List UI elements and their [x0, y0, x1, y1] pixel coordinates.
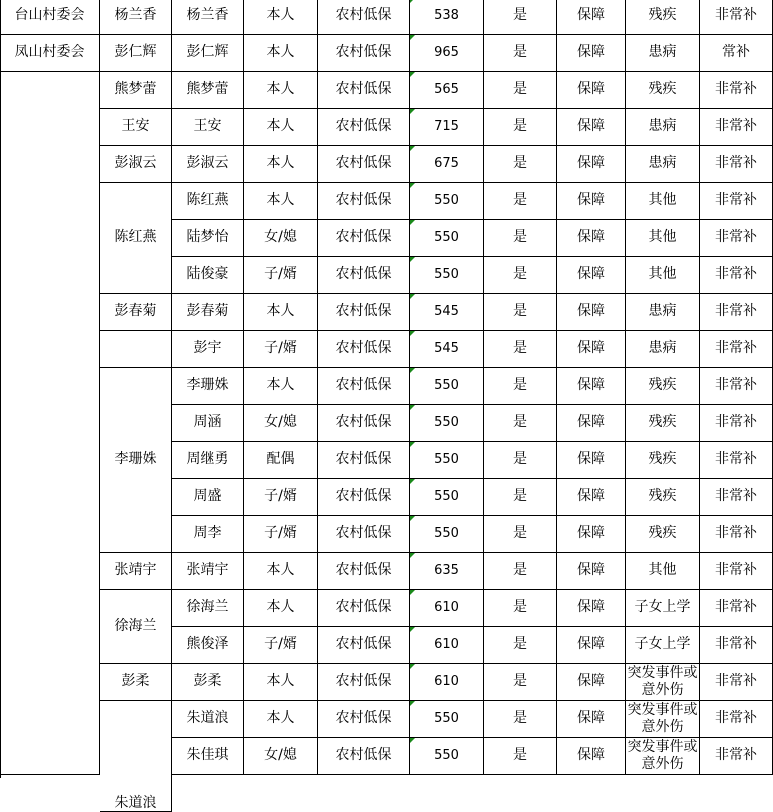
- subsidy-type-cell[interactable]: 非常补: [700, 331, 773, 368]
- reason-cell[interactable]: 其他: [626, 220, 700, 257]
- assist-type-cell[interactable]: 农村低保: [318, 146, 410, 183]
- relation-cell[interactable]: 本人: [244, 35, 318, 72]
- flag-cell[interactable]: 是: [484, 627, 557, 664]
- member-name-cell[interactable]: 周盛: [172, 479, 244, 516]
- number-format-marker: [410, 479, 415, 484]
- member-name-cell[interactable]: 彭宇: [172, 331, 244, 368]
- category-cell[interactable]: 保障: [557, 590, 626, 627]
- reason-cell[interactable]: 突发事件或意外伤: [626, 738, 700, 775]
- relation-cell[interactable]: 本人: [244, 701, 318, 738]
- reason-cell[interactable]: 子女上学: [626, 627, 700, 664]
- grid-left-border: [0, 0, 1, 778]
- member-name-cell[interactable]: 朱道浪: [172, 701, 244, 738]
- number-format-marker: [410, 738, 415, 743]
- amount-cell[interactable]: 545: [410, 331, 484, 368]
- reason-cell[interactable]: 突发事件或意外伤: [626, 664, 700, 701]
- amount-cell[interactable]: 550: [410, 183, 484, 220]
- flag-cell[interactable]: 是: [484, 331, 557, 368]
- flag-cell[interactable]: 是: [484, 72, 557, 109]
- category-cell[interactable]: 保障: [557, 368, 626, 405]
- village-cell[interactable]: 凤山村委会: [0, 35, 100, 72]
- amount-cell[interactable]: 965: [410, 35, 484, 72]
- number-format-marker: [410, 627, 415, 632]
- head-name-cell[interactable]: 徐海兰: [100, 590, 172, 664]
- relation-cell[interactable]: 本人: [244, 553, 318, 590]
- number-format-marker: [410, 553, 415, 558]
- number-format-marker: [410, 664, 415, 669]
- amount-cell[interactable]: 550: [410, 701, 484, 738]
- reason-cell[interactable]: 患病: [626, 109, 700, 146]
- amount-cell[interactable]: 610: [410, 664, 484, 701]
- assist-type-cell[interactable]: 农村低保: [318, 590, 410, 627]
- subsidy-type-cell[interactable]: 非常补: [700, 590, 773, 627]
- amount-cell[interactable]: 550: [410, 257, 484, 294]
- assist-type-cell[interactable]: 农村低保: [318, 442, 410, 479]
- category-cell[interactable]: 保障: [557, 738, 626, 775]
- category-cell[interactable]: 保障: [557, 701, 626, 738]
- reason-cell[interactable]: 患病: [626, 294, 700, 331]
- amount-cell[interactable]: 538: [410, 0, 484, 35]
- subsidy-type-cell[interactable]: 非常补: [700, 516, 773, 553]
- number-format-marker: [410, 257, 415, 262]
- reason-cell[interactable]: 残疾: [626, 479, 700, 516]
- member-name-cell[interactable]: 彭淑云: [172, 146, 244, 183]
- assist-type-cell[interactable]: 农村低保: [318, 479, 410, 516]
- flag-cell[interactable]: 是: [484, 146, 557, 183]
- amount-cell[interactable]: 715: [410, 109, 484, 146]
- assist-type-cell[interactable]: 农村低保: [318, 553, 410, 590]
- assist-type-cell[interactable]: 农村低保: [318, 294, 410, 331]
- relation-cell[interactable]: 子/婿: [244, 516, 318, 553]
- amount-cell[interactable]: 550: [410, 442, 484, 479]
- member-name-cell[interactable]: 王安: [172, 109, 244, 146]
- relation-cell[interactable]: 女/媳: [244, 405, 318, 442]
- relation-cell[interactable]: 女/媳: [244, 220, 318, 257]
- subsidy-type-cell[interactable]: 非常补: [700, 479, 773, 516]
- relation-cell[interactable]: 本人: [244, 0, 318, 35]
- number-format-marker: [410, 72, 415, 77]
- category-cell[interactable]: 保障: [557, 183, 626, 220]
- member-name-cell[interactable]: 熊梦蕾: [172, 72, 244, 109]
- amount-cell[interactable]: 610: [410, 627, 484, 664]
- subsidy-type-cell[interactable]: 非常补: [700, 627, 773, 664]
- assist-type-cell[interactable]: 农村低保: [318, 516, 410, 553]
- relation-cell[interactable]: 子/婿: [244, 627, 318, 664]
- flag-cell[interactable]: 是: [484, 294, 557, 331]
- relation-cell[interactable]: 配偶: [244, 442, 318, 479]
- reason-cell[interactable]: 其他: [626, 553, 700, 590]
- head-name-cell[interactable]: 朱道浪: [100, 701, 172, 812]
- number-format-marker: [410, 109, 415, 114]
- member-name-cell[interactable]: 张靖宇: [172, 553, 244, 590]
- subsidy-type-cell[interactable]: 非常补: [700, 146, 773, 183]
- relation-cell[interactable]: 女/媳: [244, 738, 318, 775]
- subsidy-type-cell[interactable]: 非常补: [700, 220, 773, 257]
- flag-cell[interactable]: 是: [484, 664, 557, 701]
- assist-type-cell[interactable]: 农村低保: [318, 331, 410, 368]
- number-format-marker: [410, 220, 415, 225]
- member-name-cell[interactable]: 熊俊泽: [172, 627, 244, 664]
- reason-cell[interactable]: 突发事件或意外伤: [626, 701, 700, 738]
- member-name-cell[interactable]: 彭仁辉: [172, 35, 244, 72]
- flag-cell[interactable]: 是: [484, 35, 557, 72]
- assist-type-cell[interactable]: 农村低保: [318, 257, 410, 294]
- flag-cell[interactable]: 是: [484, 405, 557, 442]
- flag-cell[interactable]: 是: [484, 0, 557, 35]
- category-cell[interactable]: 保障: [557, 664, 626, 701]
- head-name-cell[interactable]: 张靖宇: [100, 553, 172, 590]
- flag-cell[interactable]: 是: [484, 479, 557, 516]
- category-cell[interactable]: 保障: [557, 331, 626, 368]
- flag-cell[interactable]: 是: [484, 368, 557, 405]
- member-name-cell[interactable]: 陆俊豪: [172, 257, 244, 294]
- category-cell[interactable]: 保障: [557, 294, 626, 331]
- flag-cell[interactable]: 是: [484, 257, 557, 294]
- flag-cell[interactable]: 是: [484, 701, 557, 738]
- category-cell[interactable]: 保障: [557, 146, 626, 183]
- assist-type-cell[interactable]: 农村低保: [318, 109, 410, 146]
- member-name-cell[interactable]: 彭春菊: [172, 294, 244, 331]
- subsidy-type-cell[interactable]: 非常补: [700, 368, 773, 405]
- subsidy-type-cell[interactable]: 非常补: [700, 664, 773, 701]
- relation-cell[interactable]: 本人: [244, 368, 318, 405]
- category-cell[interactable]: 保障: [557, 627, 626, 664]
- relation-cell[interactable]: 本人: [244, 664, 318, 701]
- member-name-cell[interactable]: 陆梦怡: [172, 220, 244, 257]
- reason-cell[interactable]: 其他: [626, 183, 700, 220]
- head-name-cell[interactable]: 杨兰香: [100, 0, 172, 35]
- assist-type-cell[interactable]: 农村低保: [318, 368, 410, 405]
- number-format-marker: [410, 516, 415, 521]
- village-cell[interactable]: 台山村委会: [0, 0, 100, 35]
- number-format-marker: [410, 405, 415, 410]
- member-name-cell[interactable]: 彭柔: [172, 664, 244, 701]
- subsidy-type-cell[interactable]: 非常补: [700, 405, 773, 442]
- reason-cell[interactable]: 残疾: [626, 516, 700, 553]
- flag-cell[interactable]: 是: [484, 442, 557, 479]
- amount-cell[interactable]: 550: [410, 479, 484, 516]
- member-name-cell[interactable]: 杨兰香: [172, 0, 244, 35]
- head-name-cell[interactable]: 王安: [100, 109, 172, 146]
- category-cell[interactable]: 保障: [557, 257, 626, 294]
- category-cell[interactable]: 保障: [557, 442, 626, 479]
- flag-cell[interactable]: 是: [484, 516, 557, 553]
- amount-cell[interactable]: 550: [410, 220, 484, 257]
- amount-cell[interactable]: 550: [410, 738, 484, 775]
- subsidy-type-cell[interactable]: 非常补: [700, 183, 773, 220]
- flag-cell[interactable]: 是: [484, 590, 557, 627]
- subsidy-type-cell[interactable]: 常补: [700, 35, 773, 72]
- number-format-marker: [410, 146, 415, 151]
- category-cell[interactable]: 保障: [557, 479, 626, 516]
- number-format-marker: [410, 331, 415, 336]
- assist-type-cell[interactable]: 农村低保: [318, 0, 410, 35]
- amount-cell[interactable]: 565: [410, 72, 484, 109]
- head-name-cell[interactable]: 彭春菊: [100, 294, 172, 331]
- member-name-cell[interactable]: 徐海兰: [172, 590, 244, 627]
- reason-cell[interactable]: 其他: [626, 257, 700, 294]
- number-format-marker: [410, 35, 415, 40]
- category-cell[interactable]: 保障: [557, 220, 626, 257]
- assist-type-cell[interactable]: 农村低保: [318, 72, 410, 109]
- relation-cell[interactable]: 本人: [244, 590, 318, 627]
- subsidy-type-cell[interactable]: 非常补: [700, 109, 773, 146]
- category-cell[interactable]: 保障: [557, 553, 626, 590]
- number-format-marker: [410, 0, 415, 3]
- reason-cell[interactable]: 残疾: [626, 0, 700, 35]
- member-name-cell[interactable]: 朱佳琪: [172, 738, 244, 775]
- head-name-cell[interactable]: 熊梦蕾: [100, 72, 172, 109]
- subsidy-type-cell[interactable]: 非常补: [700, 257, 773, 294]
- relation-cell[interactable]: 本人: [244, 72, 318, 109]
- subsidy-type-cell[interactable]: 非常补: [700, 0, 773, 35]
- flag-cell[interactable]: 是: [484, 738, 557, 775]
- relation-cell[interactable]: 本人: [244, 109, 318, 146]
- number-format-marker: [410, 368, 415, 373]
- subsidy-type-cell[interactable]: 非常补: [700, 553, 773, 590]
- relation-cell[interactable]: 子/婿: [244, 257, 318, 294]
- member-name-cell[interactable]: 周李: [172, 516, 244, 553]
- reason-cell[interactable]: 残疾: [626, 368, 700, 405]
- amount-cell[interactable]: 610: [410, 590, 484, 627]
- village-cell[interactable]: [0, 72, 100, 775]
- head-name-cell[interactable]: 彭柔: [100, 664, 172, 701]
- amount-cell[interactable]: 545: [410, 294, 484, 331]
- number-format-marker: [410, 701, 415, 706]
- category-cell[interactable]: 保障: [557, 0, 626, 35]
- assist-type-cell[interactable]: 农村低保: [318, 738, 410, 775]
- reason-cell[interactable]: 患病: [626, 35, 700, 72]
- relation-cell[interactable]: 本人: [244, 146, 318, 183]
- reason-cell[interactable]: 患病: [626, 331, 700, 368]
- number-format-marker: [410, 590, 415, 595]
- flag-cell[interactable]: 是: [484, 553, 557, 590]
- reason-cell[interactable]: 残疾: [626, 405, 700, 442]
- assist-type-cell[interactable]: 农村低保: [318, 664, 410, 701]
- assist-type-cell[interactable]: 农村低保: [318, 627, 410, 664]
- amount-cell[interactable]: 550: [410, 405, 484, 442]
- subsidy-type-cell[interactable]: 非常补: [700, 738, 773, 775]
- head-name-cell[interactable]: 彭仁辉: [100, 35, 172, 72]
- relation-cell[interactable]: 本人: [244, 294, 318, 331]
- relation-cell[interactable]: 子/婿: [244, 331, 318, 368]
- subsidy-type-cell[interactable]: 非常补: [700, 72, 773, 109]
- amount-cell[interactable]: 550: [410, 368, 484, 405]
- number-format-marker: [410, 294, 415, 299]
- reason-cell[interactable]: 患病: [626, 146, 700, 183]
- category-cell[interactable]: 保障: [557, 405, 626, 442]
- member-name-cell[interactable]: 周涵: [172, 405, 244, 442]
- category-cell[interactable]: 保障: [557, 516, 626, 553]
- relation-cell[interactable]: 子/婿: [244, 479, 318, 516]
- amount-cell[interactable]: 675: [410, 146, 484, 183]
- assist-type-cell[interactable]: 农村低保: [318, 183, 410, 220]
- assist-type-cell[interactable]: 农村低保: [318, 35, 410, 72]
- head-name-cell[interactable]: 李珊姝: [100, 368, 172, 553]
- reason-cell[interactable]: 残疾: [626, 442, 700, 479]
- category-cell[interactable]: 保障: [557, 72, 626, 109]
- flag-cell[interactable]: 是: [484, 109, 557, 146]
- member-name-cell[interactable]: 李珊姝: [172, 368, 244, 405]
- category-cell[interactable]: 保障: [557, 109, 626, 146]
- head-name-cell[interactable]: [100, 331, 172, 368]
- amount-cell[interactable]: 635: [410, 553, 484, 590]
- subsidy-type-cell[interactable]: 非常补: [700, 442, 773, 479]
- assist-type-cell[interactable]: 农村低保: [318, 701, 410, 738]
- subsidy-type-cell[interactable]: 非常补: [700, 701, 773, 738]
- flag-cell[interactable]: 是: [484, 183, 557, 220]
- number-format-marker: [410, 183, 415, 188]
- relation-cell[interactable]: 本人: [244, 183, 318, 220]
- assist-type-cell[interactable]: 农村低保: [318, 405, 410, 442]
- reason-cell[interactable]: 子女上学: [626, 590, 700, 627]
- flag-cell[interactable]: 是: [484, 220, 557, 257]
- subsidy-type-cell[interactable]: 非常补: [700, 294, 773, 331]
- member-name-cell[interactable]: 陈红燕: [172, 183, 244, 220]
- head-name-cell[interactable]: 陈红燕: [100, 183, 172, 294]
- head-name-cell[interactable]: 彭淑云: [100, 146, 172, 183]
- category-cell[interactable]: 保障: [557, 35, 626, 72]
- number-format-marker: [410, 442, 415, 447]
- assist-type-cell[interactable]: 农村低保: [318, 220, 410, 257]
- reason-cell[interactable]: 残疾: [626, 72, 700, 109]
- amount-cell[interactable]: 550: [410, 516, 484, 553]
- member-name-cell[interactable]: 周继勇: [172, 442, 244, 479]
